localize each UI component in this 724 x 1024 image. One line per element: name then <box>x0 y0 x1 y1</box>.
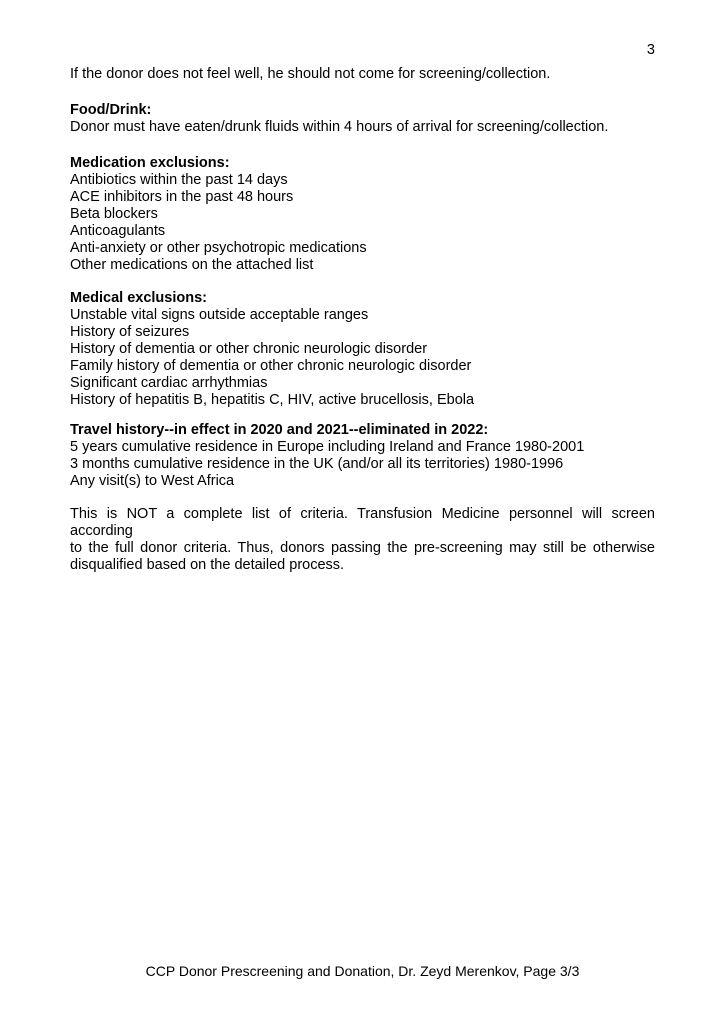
section-line: Antibiotics within the past 14 days <box>70 172 288 188</box>
section-heading: Food/Drink: <box>70 102 152 118</box>
closing-line: to the full donor criteria. Thus, donors passing the pre-screening may still be otherwise <box>70 540 655 556</box>
section-line: Unstable vital signs outside acceptable ranges <box>70 307 369 323</box>
section-medication-exclusions <box>70 155 655 274</box>
section-heading: Medical exclusions: <box>70 290 207 306</box>
closing-paragraph <box>70 506 655 574</box>
section-line: Anti-anxiety or other psychotropic medications <box>70 240 367 256</box>
section-line: 3 months cumulative residence in the UK (and/or all its territories) 1980-1996 <box>70 456 564 472</box>
closing-line: This is NOT a complete list of criteria. Transfusion Medicine personnel will screen according <box>70 506 655 539</box>
section-line: Any visit(s) to West Africa <box>70 473 235 489</box>
section-line: Anticoagulants <box>70 223 166 239</box>
section-line: Family history of dementia or other chronic neurologic disorder <box>70 358 472 374</box>
closing-line: disqualified based on the detailed process. <box>70 557 345 573</box>
section-line: 5 years cumulative residence in Europe including Ireland and France 1980-2001 <box>70 439 585 455</box>
section-line: History of seizures <box>70 324 190 340</box>
section-line: Donor must have eaten/drunk fluids within 4 hours of arrival for screening/collection. <box>70 119 609 135</box>
section-heading: Medication exclusions: <box>70 155 230 171</box>
footer-text: CCP Donor Prescreening and Donation, Dr. Zeyd Merenkov, Page 3/3 <box>145 963 580 979</box>
intro-paragraph: If the donor does not feel well, he should not come for screening/collection. <box>70 66 551 82</box>
section-heading: Travel history--in effect in 2020 and 2021--eliminated in 2022: <box>70 422 489 438</box>
section-line: Significant cardiac arrhythmias <box>70 375 268 391</box>
section-food-drink <box>70 102 655 136</box>
section-line: History of hepatitis B, hepatitis C, HIV, active brucellosis, Ebola <box>70 392 475 408</box>
section-line: History of dementia or other chronic neurologic disorder <box>70 341 428 357</box>
document-body <box>70 0 655 574</box>
section-line: Other medications on the attached list <box>70 257 314 273</box>
page-number: 3 <box>646 42 655 58</box>
section-medical-exclusions <box>70 290 655 409</box>
section-line: ACE inhibitors in the past 48 hours <box>70 189 294 205</box>
section-line: Beta blockers <box>70 206 158 222</box>
section-travel-history <box>70 422 655 490</box>
